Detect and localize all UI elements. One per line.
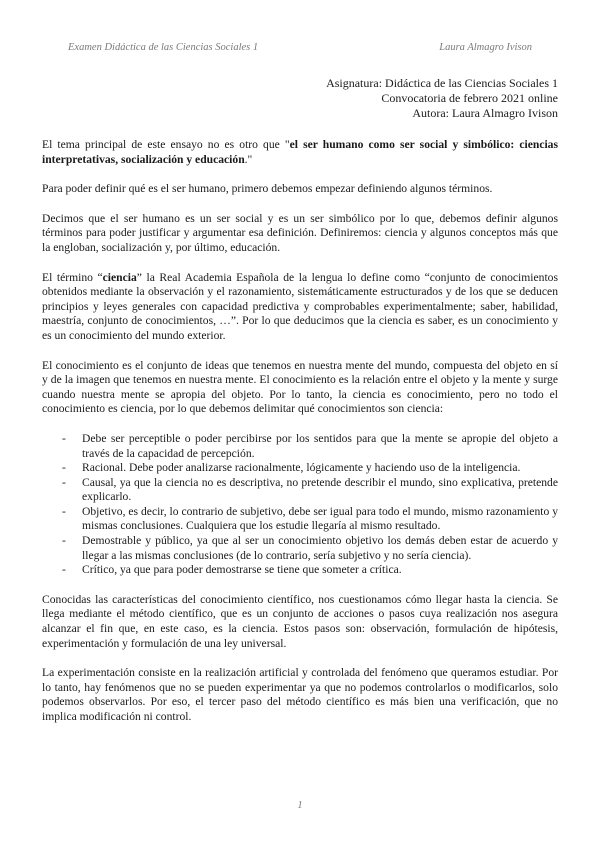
meta-session: Convocatoria de febrero 2021 online (381, 91, 558, 105)
list-item (42, 563, 558, 578)
list-item (42, 534, 558, 563)
paragraph-human-being: Decimos que el ser humano es un ser social y es un ser simbólico por lo que, debemos definir algunos términos para poder justificar y argumentar esa definición. Definiremos: ciencia y algunos conceptos más que la engloban, socialización y, por último, educación. (42, 211, 558, 254)
intro-text-end: ." (244, 152, 253, 166)
science-text-end: ” la Real Academia Española de la lengua lo define como “conjunto de conocimientos obtenidos mediante la observación y el razonamiento, sistemáticamente estructurados y de los que se deducen principios y leyes generales con capacidad predictiva y comprobables experimentalmente; saber, habilidad, maestría, conjunto de conocimientos, …”. Por lo que deducimos que la ciencia es saber, es un conocimiento y es un conocimiento del mundo exterior. (42, 270, 558, 342)
document-meta (326, 76, 558, 121)
list-item (42, 432, 558, 461)
list-item (42, 505, 558, 534)
page-number: 1 (297, 800, 303, 811)
list-item-text: Demostrable y público, ya que al ser un conocimiento objetivo los demás deben estar de acuerdo y llegar a las mismas conclusiones (de lo contrario, sería subjetivo y no sería ciencia). (82, 534, 558, 562)
header-author: Laura Almagro Ivison (439, 42, 532, 53)
meta-author: Autora: Laura Almagro Ivison (412, 106, 558, 120)
paragraph-intro (42, 138, 558, 167)
list-dash: - (62, 534, 66, 548)
list-dash: - (62, 475, 66, 489)
list-item (42, 476, 558, 505)
paragraph-knowledge: El conocimiento es el conjunto de ideas que tenemos en nuestra mente del mundo, compuesta del objeto en sí y de la imagen que tenemos en nuestra mente. El conocimiento es la relación entre el objeto y la mente y surge cuando nuestra mente se apropia del objeto. Por lo tanto, la ciencia es conocimiento, pero no todo el conocimiento es ciencia, por lo que debemos delimitar qué conocimientos son ciencia: (42, 358, 558, 416)
list-dash: - (62, 504, 66, 518)
science-term: ciencia (102, 270, 137, 284)
meta-subject: Asignatura: Didáctica de las Ciencias Sociales 1 (326, 76, 558, 90)
paragraph-science-definition (42, 271, 558, 344)
list-item-text: Racional. Debe poder analizarse racionalmente, lógicamente y haciendo uso de la inteligencia. (82, 461, 521, 475)
list-item (42, 461, 558, 476)
list-dash: - (62, 563, 66, 577)
list-item-text: Causal, ya que la ciencia no es descriptiva, no pretende describir el mundo, sino explicativa, pretende explicarlo. (82, 475, 558, 504)
essay-topic: el ser humano como ser social y simbólico: ciencias interpretativas, socialización y educación (42, 138, 558, 166)
science-criteria-list (42, 432, 558, 578)
intro-text-start: El tema principal de este ensayo no es otro que " (42, 138, 290, 151)
paragraph-scientific-method: Conocidas las características del conocimiento científico, nos cuestionamos cómo llegar hasta la ciencia. Se llega mediante el método científico, que es un conjunto de acciones o pasos cuya realización nos asegura alcanzar el fin que, en este caso, es la ciencia. Estos pasos son: observación, formulación de hipótesis, experimentación y formulación de una ley universal. (42, 592, 558, 650)
paragraph-definitions: Para poder definir qué es el ser humano, primero debemos empezar definiendo algunos términos. (42, 182, 493, 196)
list-item-text: Crítico, ya que para poder demostrarse se tiene que someter a crítica. (82, 563, 402, 577)
list-dash: - (62, 461, 66, 475)
list-item-text: Debe ser perceptible o poder percibirse por los sentidos para que la mente se apropie del objeto a través de la capacidad de percepción. (82, 431, 558, 460)
header-course-title: Examen Didáctica de las Ciencias Sociales 1 (68, 42, 259, 53)
document-body (42, 138, 558, 740)
list-item-text: Objetivo, es decir, lo contrario de subjetivo, debe ser igual para todo el mundo, mismo razonamiento y mismas conclusiones. Cualquiera que los estudie llegaría al mismo resultado. (82, 504, 558, 533)
paragraph-experimentation: La experimentación consiste en la realización artificial y controlada del fenómeno que queramos estudiar. Por lo tanto, hay fenómenos que no se pueden experimentar ya que no podemos controlarlos o modificarlos, solo podemos observarlos. Por eso, el tercer paso del método científico es más bien una verificación, que no implica modificación ni control. (42, 666, 558, 723)
science-text-start: El término “ (42, 270, 103, 284)
list-dash: - (62, 431, 66, 445)
